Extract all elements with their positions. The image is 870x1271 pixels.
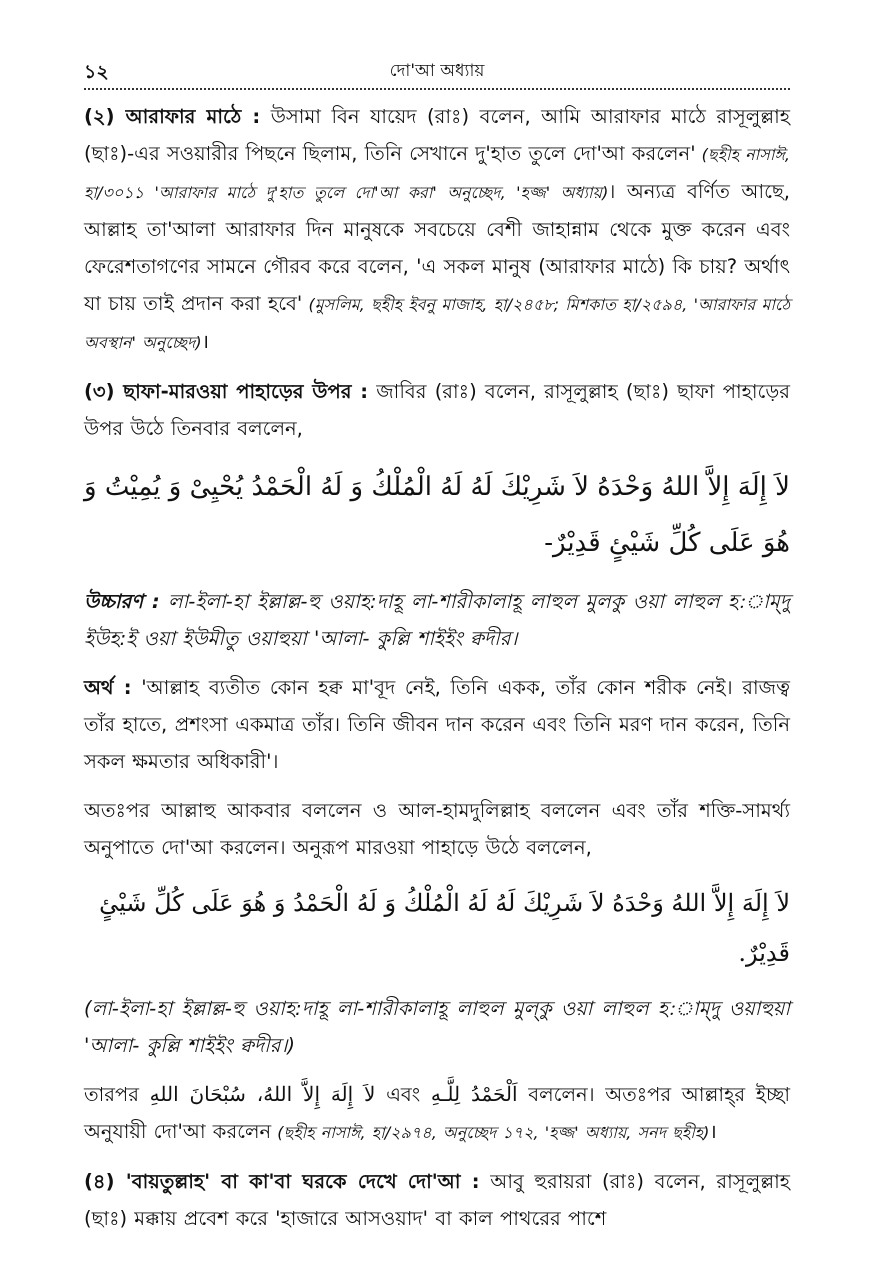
page-header: [84, 58, 790, 84]
final-pre: তারপর: [84, 1083, 150, 1106]
final-arabic-2: اَلْحَمْدُ لِلَّـهِ: [430, 1082, 518, 1106]
section-3-paragraph: [84, 373, 790, 447]
section-2-end: ।: [201, 330, 210, 353]
section-2-heading: (২) আরাফার মাঠে :: [84, 105, 261, 128]
final-arabic-1: لاَ إِلَهَ إِلاَّ اللهُ، سُبْحَانَ اللهِ: [149, 1082, 376, 1106]
meaning-paragraph: [84, 669, 790, 780]
arabic-dua-2: لاَ إِلَهَ إِلاَّ اللهُ وَحْدَهُ لاَ شَرِيْكَ لَهُ لَهُ الْمُلْكُ وَ لَهُ الْحَمْدُ وَ هُوَ عَلَى كُلِّ شَيْئٍ قَدِيْرٌ.: [99, 889, 790, 967]
pronunciation-paragraph: [84, 583, 790, 657]
pronunciation-text: লা-ইলা-হা ইল্লাল্ল-হু ওয়াহ:দাহূ লা-শারীকালাহূ লাহুল মুলকু ওয়া লাহুল হ:াম্‌দু ইউহ:ই ওয়া ইউমীতু ওয়াহুয়া 'আলা- কুল্লি শাইইং ক্বদীর।: [84, 590, 790, 650]
after-dua-paragraph: অতঃপর আল্লাহু আকবার বললেন ও আল-হামদুলিল্লাহ বললেন এবং তাঁর শক্তি-সামর্থ্য অনুপাতে দো'আ করলেন। অনুরূপ মারওয়া পাহাড়ে উঠে বললেন,: [84, 799, 790, 859]
section-4-heading: (৪) 'বায়তুল্লাহ' বা কা'বা ঘরকে দেখে দো'আ :: [84, 1170, 480, 1193]
pronunciation-2-paragraph: (লা-ইলা-হা ইল্লাল্ল-হু ওয়াহ:দাহূ লা-শারীকালাহূ লাহুল মুল্‌কু ওয়া লাহুল হ:াম্‌দু ওয়াহুয়া 'আলা- কুল্লি শাইইং ক্বদীর।): [84, 997, 790, 1057]
section-4-text: আবু হুরায়রা (রাঃ) বলেন, রাসূলুল্লাহ (ছাঃ) মক্কায় প্রবেশ করে 'হাজারে আসওয়াদ' বা কাল পাথরের পাশে: [84, 1170, 790, 1230]
section-4-paragraph: [84, 1163, 790, 1237]
page-body: [84, 98, 790, 1249]
pronunciation-label: উচ্চারণ :: [84, 590, 160, 613]
meaning-label: অর্থ :: [84, 676, 132, 699]
section-2-paragraph: [84, 98, 790, 361]
section-2-reference-2: (মুসলিম, ছহীহ ইবনু মাজাহ, হা/২৪৫৮; মিশকাত হা/২৫৯৪, 'আরাফার মাঠে অবস্থান' অনুচ্ছেদ): [84, 295, 790, 352]
section-2-reference-1: (ছহীহ নাসাঈ, হা/৩০১১ 'আরাফার মাঠে দু'হাত তুলে দো'আ করা' অনুচ্ছেদ, 'হজ্জ' অধ্যায়): [84, 145, 790, 202]
arabic-dua-1: لاَ إِلَهَ إِلاَّ اللهُ وَحْدَهُ لاَ شَرِيْكَ لَهُ لَهُ الْمُلْكُ وَ لَهُ الْحَمْدُ يُحْيِىْ وَ يُمِيْتُ وَ هُوَ عَلَى كُلِّ شَيْئٍ قَدِيْرٌ-: [84, 472, 790, 558]
final-end: ।: [709, 1120, 717, 1143]
final-text: বললেন। অতঃপর আল্লাহ্‌র ইচ্ছা অনুযায়ী দো'আ করলেন: [84, 1083, 790, 1143]
running-title: দো'আ অধ্যায়: [389, 61, 485, 81]
meaning-text: 'আল্লাহ ব্যতীত কোন হক্ব মা'বূদ নেই, তিনি একক, তাঁর কোন শরীক নেই। রাজত্ব তাঁর হাতে, প্রশংসা একমাত্র তাঁর। তিনি জীবন দান করেন এবং তিনি মরণ দান করেন, তিনি সকল ক্ষমতার অধিকারী'।: [84, 676, 791, 773]
section-3-text: জাবির (রাঃ) বলেন, রাসূলুল্লাহ (ছাঃ) ছাফা পাহাড়ের উপর উঠে তিনবার বললেন,: [84, 380, 791, 440]
page-number: ১২: [84, 61, 109, 83]
final-reference: (ছহীহ নাসাঈ, হা/২৯৭৪, অনুচ্ছেদ ১৭২, 'হজ্জ' অধ্যায়, সনদ ছহীহ): [271, 1123, 710, 1142]
header-dotted-rule: [84, 88, 790, 90]
section-3-heading: (৩) ছাফা-মারওয়া পাহাড়ের উপর :: [84, 380, 369, 403]
section-2-text-2: । অন্যত্র বর্ণিত আছে, আল্লাহ তা'আলা আরাফার দিন মানুষকে সবচেয়ে বেশী জাহান্নাম থেকে মুক্ত করেন এবং ফেরেশতাগণের সামনে গৌরব করে বলেন, 'এ সকল মানুষ (আরাফার মাঠে) কি চায়? অর্থাৎ যা চায় তাই প্রদান করা হবে': [84, 180, 791, 315]
section-2-text-1: উসামা বিন যায়েদ (রাঃ) বলেন, আমি আরাফার মাঠে রাসূলুল্লাহ (ছাঃ)-এর সওয়ারীর পিছনে ছিলাম, তিনি সেখানে দু'হাত তুলে দো'আ করলেন': [84, 105, 790, 165]
final-mid: এবং: [375, 1083, 431, 1106]
final-paragraph: [84, 1076, 790, 1151]
